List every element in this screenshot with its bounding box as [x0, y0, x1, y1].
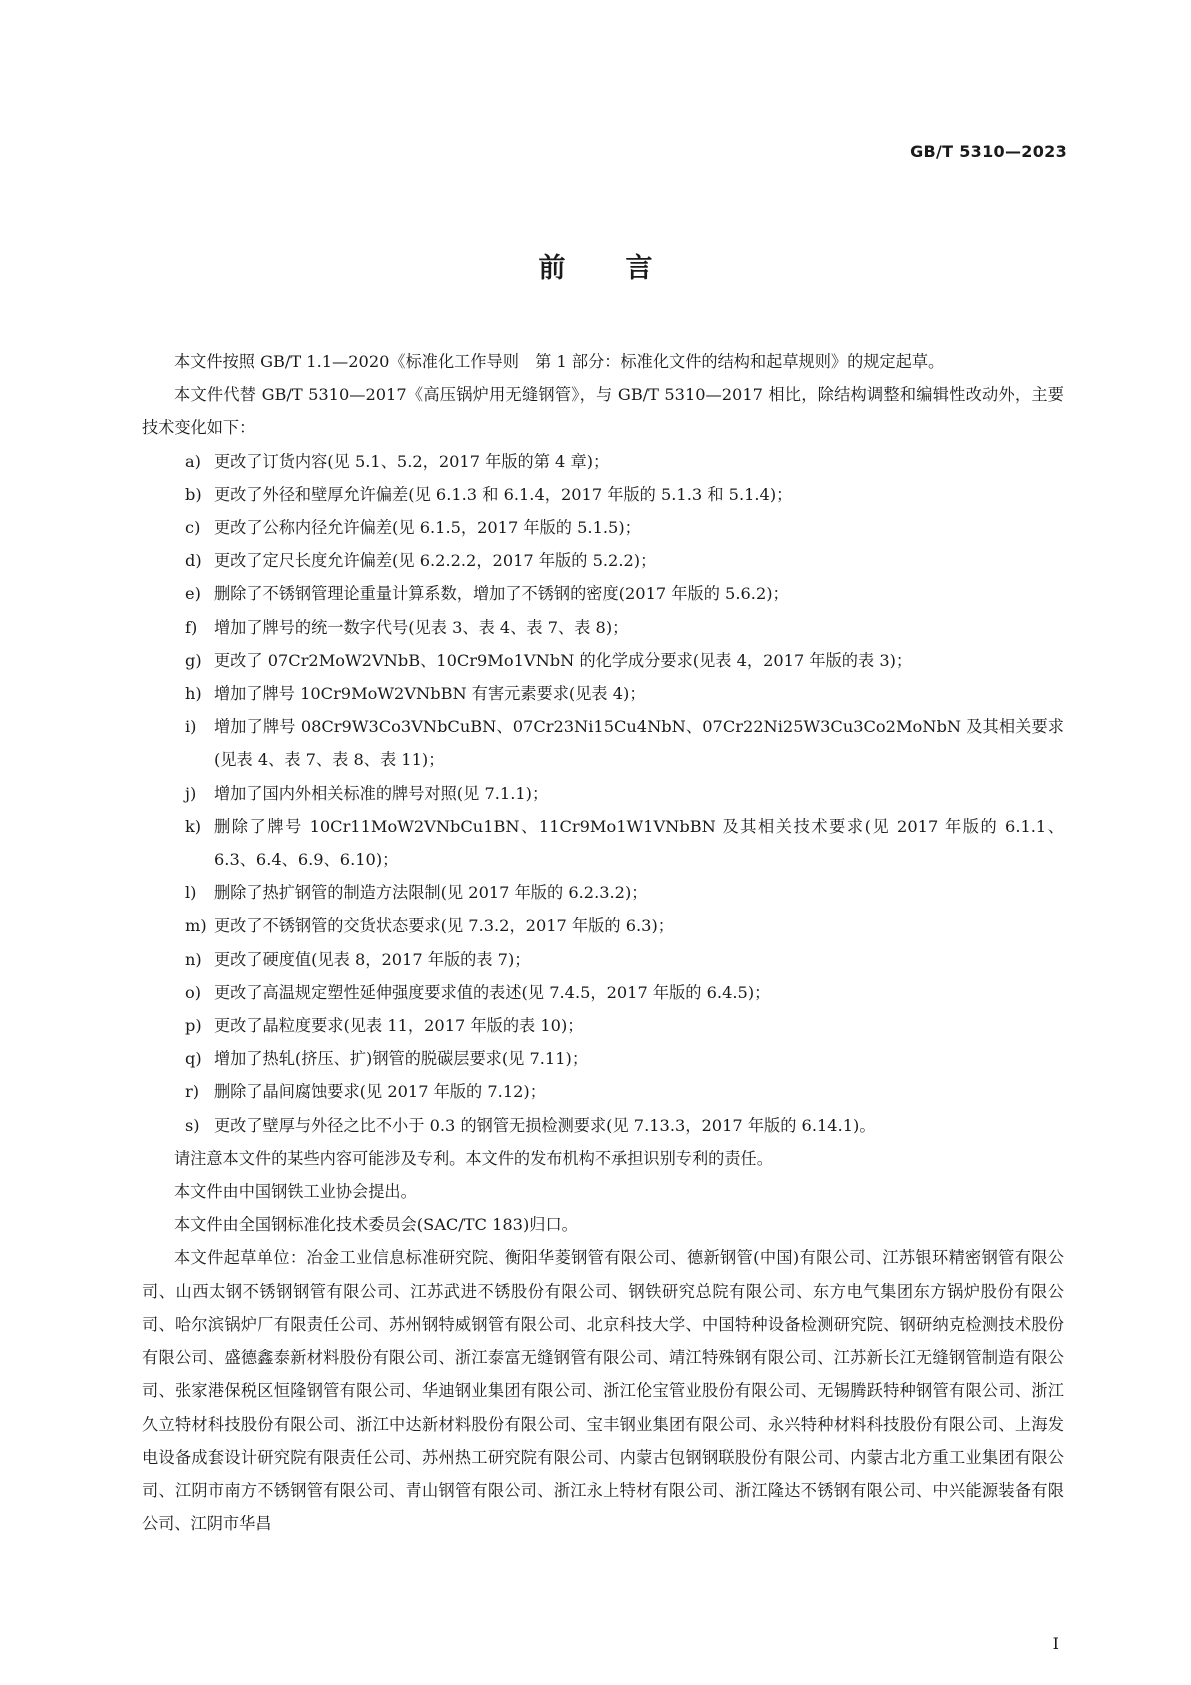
- list-item: [142, 909, 1064, 942]
- list-item: [142, 611, 1064, 644]
- list-item-text: 更改了高温规定塑性延伸强度要求值的表述(见 7.4.5，2017 年版的 6.4.5)；: [214, 982, 771, 1002]
- intro-paragraph: 本文件按照 GB/T 1.1—2020《标准化工作导则 第 1 部分：标准化文件的结构和起草规则》的规定起草。: [174, 352, 945, 371]
- list-item-text: 增加了热轧(挤压、扩)钢管的脱碳层要求(见 7.11)；: [214, 1049, 589, 1069]
- technical-changes-list: [142, 445, 1064, 1142]
- list-item-label: l): [185, 883, 197, 903]
- list-item-text: 更改了硬度值(见表 8，2017 年版的表 7)；: [214, 949, 531, 969]
- list-item-label: k): [185, 816, 202, 836]
- list-item: [142, 710, 1064, 776]
- list-item-text: 增加了国内外相关标准的牌号对照(见 7.1.1)；: [214, 783, 549, 803]
- list-item: [142, 810, 1064, 876]
- list-item-text: 增加了牌号的统一数字代号(见表 3、表 4、表 7、表 8)；: [214, 617, 629, 637]
- list-item-label: r): [185, 1082, 200, 1102]
- list-item-label: f): [185, 617, 198, 637]
- intro-paragraph: 本文件代替 GB/T 5310—2017《高压锅炉用无缝钢管》，与 GB/T 5310—2017 相比，除结构调整和编辑性改动外，主要技术变化如下：: [142, 385, 1064, 438]
- list-item-label: o): [185, 982, 202, 1002]
- list-item-label: b): [185, 484, 202, 504]
- list-item-label: d): [185, 551, 202, 571]
- list-item: [142, 511, 1064, 544]
- list-item: [142, 577, 1064, 610]
- list-item-label: g): [185, 650, 202, 670]
- list-item-label: n): [185, 949, 202, 969]
- list-item: [142, 478, 1064, 511]
- list-item: [142, 644, 1064, 677]
- drafting-units-paragraph: 本文件起草单位：冶金工业信息标准研究院、衡阳华菱钢管有限公司、德新钢管(中国)有限公司、江苏银环精密钢管有限公司、山西太钢不锈钢钢管有限公司、江苏武进不锈股份有限公司、钢铁研究总院有限公司、东方电气集团东方锅炉股份有限公司、哈尔滨锅炉厂有限责任公司、苏州钢特威钢管有限公司、北京科技大学、中国特种设备检测研究院、钢研纳克检测技术股份有限公司、盛德鑫泰新材料股份有限公司、浙江泰富无缝钢管有限公司、靖江特殊钢有限公司、江苏新长江无缝钢管制造有限公司、张家港保税区恒隆钢管有限公司、华迪钢业集团有限公司、浙江伦宝管业股份有限公司、无锡腾跃特种钢管有限公司、浙江久立特材科技股份有限公司、浙江中达新材料股份有限公司、宝丰钢业集团有限公司、永兴特种材料科技股份有限公司、上海发电设备成套设计研究院有限责任公司、苏州热工研究院有限公司、内蒙古包钢钢联股份有限公司、内蒙古北方重工业集团有限公司、江阴市南方不锈钢管有限公司、青山钢管有限公司、浙江永上特材有限公司、浙江隆达不锈钢有限公司、中兴能源装备有限公司、江阴市华昌: [142, 1248, 1064, 1534]
- list-item-text: 更改了壁厚与外径之比不小于 0.3 的钢管无损检测要求(见 7.13.3，2017 年版的 6.14.1)。: [214, 1115, 876, 1135]
- list-item-text: 更改了不锈钢管的交货状态要求(见 7.3.2，2017 年版的 6.3)；: [214, 916, 674, 936]
- list-item: [142, 677, 1064, 710]
- list-item-text: 增加了牌号 08Cr9W3Co3VNbCuBN、07Cr23Ni15Cu4NbN、07Cr22Ni25W3Cu3Co2MoNbN 及其相关要求(见表 4、表 7、表 8、表 11)；: [214, 717, 1064, 770]
- list-item-label: i): [185, 717, 197, 737]
- page-number: I: [1052, 1634, 1059, 1653]
- list-item-text: 增加了牌号 10Cr9MoW2VNbBN 有害元素要求(见表 4)；: [214, 684, 646, 704]
- list-item: [142, 1042, 1064, 1075]
- standard-code: GB/T 5310—2023: [910, 142, 1067, 161]
- list-item-label: m): [185, 916, 207, 936]
- list-item: [142, 943, 1064, 976]
- list-item-label: a): [185, 451, 201, 471]
- page-title: 前言: [538, 253, 713, 284]
- list-item-text: 更改了订货内容(见 5.1、5.2，2017 年版的第 4 章)；: [214, 451, 610, 471]
- list-item-text: 更改了 07Cr2MoW2VNbB、10Cr9Mo1VNbN 的化学成分要求(见表 4，2017 年版的表 3)；: [214, 650, 913, 670]
- list-item-text: 删除了晶间腐蚀要求(见 2017 年版的 7.12)；: [214, 1082, 546, 1102]
- list-item-text: 更改了公称内径允许偏差(见 6.1.5，2017 年版的 5.1.5)；: [214, 518, 641, 538]
- list-item: [142, 445, 1064, 478]
- list-item: [142, 1009, 1064, 1042]
- list-item-label: p): [185, 1016, 202, 1036]
- list-item: [142, 976, 1064, 1009]
- list-item-text: 更改了晶粒度要求(见表 11，2017 年版的表 10)；: [214, 1016, 584, 1036]
- list-item-text: 删除了牌号 10Cr11MoW2VNbCu1BN、11Cr9Mo1W1VNbBN 及其相关技术要求(见 2017 年版的 6.1.1、6.3、6.4、6.9、6.10)；: [214, 816, 1064, 870]
- patent-notice: 请注意本文件的某些内容可能涉及专利。本文件的发布机构不承担识别专利的责任。: [174, 1148, 773, 1168]
- list-item: [142, 876, 1064, 909]
- list-item: [142, 777, 1064, 810]
- list-item-text: 更改了外径和壁厚允许偏差(见 6.1.3 和 6.1.4，2017 年版的 5.1.3 和 5.1.4)；: [214, 484, 793, 504]
- list-item: [142, 1075, 1064, 1108]
- list-item-text: 删除了不锈钢管理论重量计算系数，增加了不锈钢的密度(2017 年版的 5.6.2)；: [214, 584, 789, 604]
- list-item-label: s): [185, 1115, 200, 1135]
- committee-paragraph: 本文件由全国钢标准化技术委员会(SAC/TC 183)归口。: [174, 1215, 578, 1235]
- list-item-label: q): [185, 1049, 202, 1069]
- list-item-text: 删除了热扩钢管的制造方法限制(见 2017 年版的 6.2.3.2)；: [214, 883, 648, 903]
- list-item: [142, 544, 1064, 577]
- list-item-label: e): [185, 584, 201, 604]
- proposer-paragraph: 本文件由中国钢铁工业协会提出。: [174, 1182, 417, 1202]
- list-item: [142, 1109, 1064, 1142]
- list-item-label: h): [185, 684, 202, 704]
- list-item-label: j): [185, 783, 197, 803]
- list-item-text: 更改了定尺长度允许偏差(见 6.2.2.2，2017 年版的 5.2.2)；: [214, 551, 657, 571]
- list-item-label: c): [185, 518, 201, 538]
- document-body: [142, 345, 1064, 1540]
